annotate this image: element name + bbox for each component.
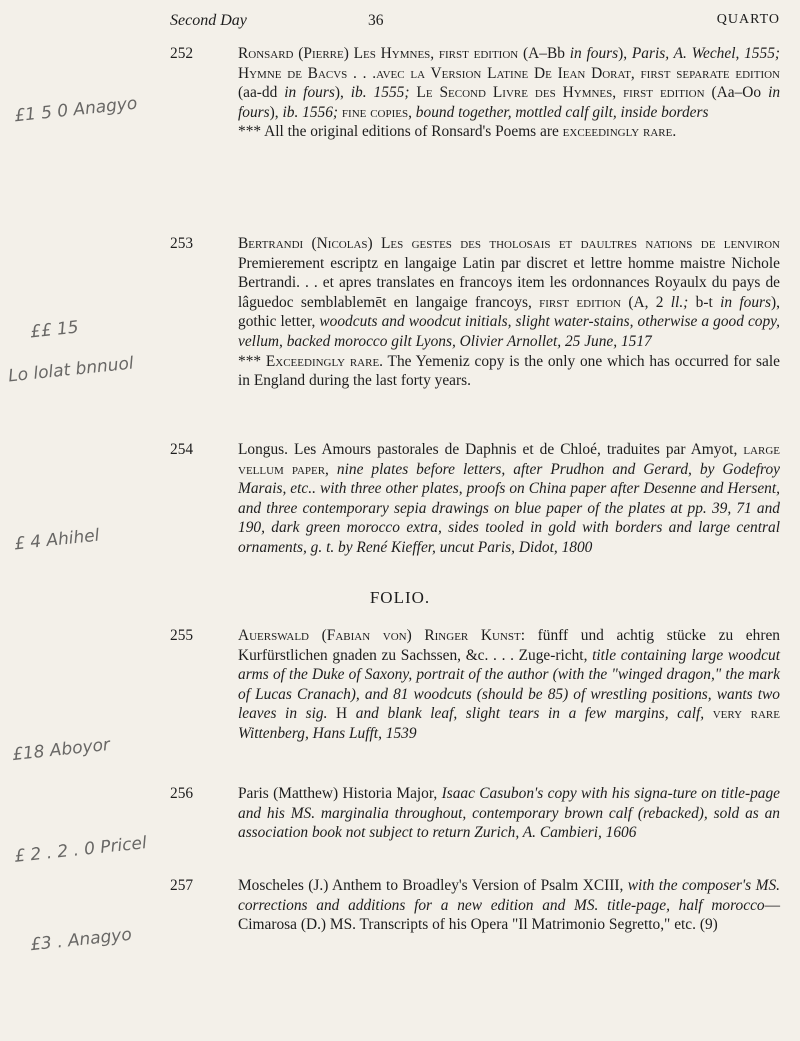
text-run: Paris, Didot, 1800: [473, 538, 593, 556]
text-run: large vellum paper,: [238, 441, 780, 478]
text-run: Hymne de Bacvs . . .avec la Version Latine De Iean Dorat,: [238, 64, 641, 82]
lot-description: [238, 784, 780, 843]
lot-description: [238, 440, 780, 558]
text-run: in fours: [238, 84, 781, 121]
handwritten-price-annotation: £ 4 Ahihel: [13, 525, 101, 555]
text-run: Bertrandi (Nicolas) Les gestes des tholosais et daultres nations de lenviron: [238, 235, 780, 252]
handwritten-price-annotation: £18 Aboyor: [11, 734, 111, 766]
page-header: [170, 12, 780, 38]
text-run: ),: [269, 103, 283, 121]
handwritten-price-annotation: ££ 15: [29, 317, 80, 343]
text-run: The Yemeniz copy is the only one which has occurred for sale in England during the last forty years.: [238, 352, 780, 390]
text-run: first edition: [623, 84, 705, 102]
text-run: Zurich, A. Cambieri, 1606: [470, 824, 637, 842]
lot-number: 254: [170, 441, 194, 458]
lot-description: [238, 876, 780, 935]
text-run: H: [327, 705, 356, 723]
text-run: Wittenberg, Hans Lufft, 1539: [238, 724, 417, 742]
text-run: first separate edition: [640, 64, 780, 82]
text-run: Exceedingly rare.: [265, 352, 384, 370]
text-run: in fours: [720, 293, 772, 311]
handwritten-price-annotation: £3 . Anagyo: [29, 924, 133, 956]
text-run: —Cimarosa (D.) MS. Transcripts of his Opera "Il Matrimonio Segretto," etc.: [238, 896, 780, 934]
text-run: fünff und achtig stücke zu ehren Kurfürstlichen gnaden zu Sachssen, &c. . . . Zuge-richt,: [238, 627, 780, 664]
lot-number: 255: [170, 627, 194, 644]
lot-entry: [170, 876, 780, 935]
text-run: exceedingly rare.: [562, 123, 677, 141]
text-run: Longus. Les Amours pastorales de Daphnis et de Chloé, traduites par Amyot,: [238, 441, 744, 458]
lot-number: 257: [170, 877, 194, 894]
text-run: (aa-dd: [238, 84, 285, 102]
text-run: Auerswald (Fabian von) Ringer Kunst:: [238, 627, 538, 644]
handwritten-price-annotation: £ 2 . 2 . 0 Pricel: [13, 833, 148, 867]
header-format: QUARTO: [716, 12, 780, 27]
text-run: first edition: [438, 45, 519, 62]
text-run: with the composer's MS. corrections and additions for a new edition and MS. title-page, half morocco: [238, 877, 780, 914]
text-run: very rare: [704, 705, 780, 723]
lot-entry: [170, 440, 780, 558]
text-run: first edition: [539, 293, 622, 311]
lot-entry: [170, 234, 780, 391]
text-run: (A, 2: [621, 293, 671, 311]
handwritten-buyer-annotation: Lo lolat bnnuol: [7, 353, 135, 387]
lot-entry: [170, 784, 780, 843]
text-run: Le Second Livre des Hymnes,: [409, 84, 624, 102]
text-run: and blank leaf, slight tears in a few margins, calf,: [355, 705, 705, 723]
header-day: Second Day: [170, 12, 247, 29]
text-run: (Aa–Oo: [704, 84, 769, 102]
text-run: bound together, mottled calf gilt, inside borders: [415, 103, 709, 121]
text-run: in fours: [284, 84, 335, 102]
lot-note: [238, 352, 780, 391]
header-page-number: 36: [368, 12, 384, 29]
text-run: ),: [334, 84, 351, 102]
text-run: Lyons, Olivier Arnollet, 25 June, 1517: [411, 332, 652, 350]
lot-description: [238, 44, 780, 122]
text-run: woodcuts and woodcut initials, slight water-stains, otherwise a good copy, vellum, backed morocco gilt: [238, 313, 780, 350]
lot-note: [238, 122, 780, 142]
text-run: Moscheles (J.) Anthem to Broadley's Version of Psalm XCIII,: [238, 877, 628, 894]
text-run: nine plates before letters, after Prudhon and Gerard, by Godefroy Marais, etc.. with three other plates, proofs on China paper after Desenne and Hersent, and three contemporary sepia drawings on blue paper of the plates at pp. 39, 71 and 190, dark green morocco extra, sides tooled in gold with borders and large central ornaments, g. t. by René Kieffer, uncut: [238, 460, 780, 556]
text-run: (A–Bb: [518, 45, 570, 62]
text-run: ll.;: [670, 293, 689, 311]
text-run: Ronsard (Pierre) Les Hymnes,: [238, 45, 439, 62]
section-heading: FOLIO.: [369, 588, 431, 607]
handwritten-price-annotation: £1 5 0 Anagyo: [13, 93, 139, 127]
lot-number: 256: [170, 785, 194, 802]
lot-entry: [170, 44, 780, 142]
text-run: title containing large woodcut arms of the Duke of Saxony, portrait of the author (with the "winged dragon," the mark of Lucas Cranach), and 81 woodcuts (should be 85) of wrestling positions, wants two leaves in sig.: [238, 646, 780, 723]
text-run: ), gothic letter,: [238, 293, 780, 331]
text-run: ***: [238, 352, 266, 370]
text-run: ib. 1556;: [282, 103, 339, 121]
text-run: fine copies,: [338, 103, 416, 121]
text-run: (9): [695, 916, 718, 934]
text-run: Paris, A. Wechel, 1555;: [631, 45, 781, 62]
lot-number: 253: [170, 235, 194, 252]
lot-description: [238, 234, 780, 352]
text-run: ib. 1555;: [350, 84, 410, 102]
lot-description: [238, 626, 780, 744]
text-run: Isaac Casubon's copy with his signa-ture on title-page and his MS. marginalia throughout, contemporary brown calf (rebacked), sold as an association book not subject to return: [238, 785, 781, 842]
lot-number: 252: [170, 45, 194, 62]
text-run: Premierement escriptz en langaige Latin par discret et lettre homme maistre Nichole Bertrandi. . . et apres translates en francoys item les ordonnances Royaulx du pays de lâguedoc semblablemēt en langaige francoys,: [238, 254, 780, 311]
text-run: ),: [618, 45, 632, 62]
lot-entry: [170, 626, 780, 744]
text-run: *** All the original editions of Ronsard's Poems are: [238, 123, 563, 141]
text-run: Paris (Matthew) Historia Major,: [238, 785, 442, 802]
text-run: in fours: [569, 45, 619, 62]
text-run: b-t: [688, 293, 721, 311]
